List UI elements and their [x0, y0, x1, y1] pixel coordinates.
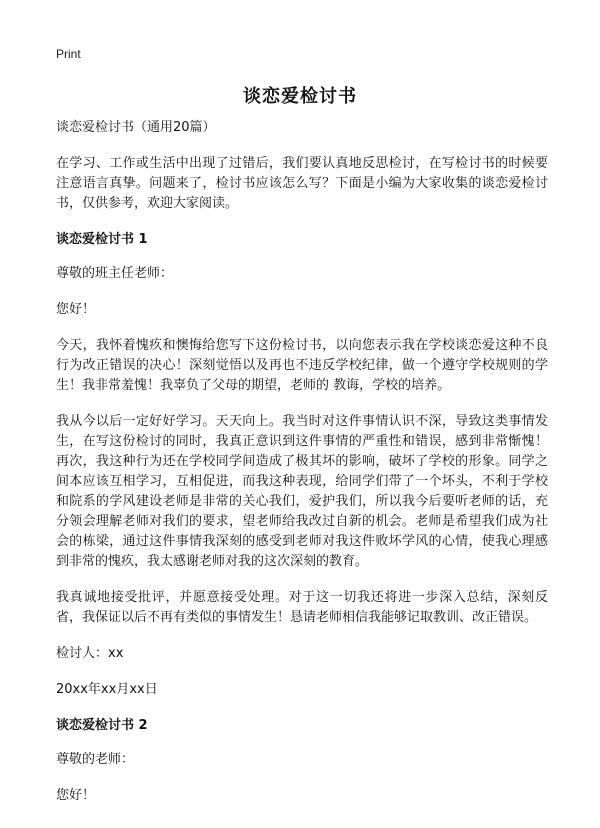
section-2-greeting: 您好！ [56, 788, 96, 803]
section-1-paragraph-2: 我从今以后一定好好学习。天天向上。我当时对这件事情认识不深，导致这类事情发生，在写这份检讨的同时，我真正意识到这件事情的严重性和错误，感到非常惭愧！再次，我这种行为还在学校同学间造成了极其坏的影响，破坏了学校的形象。同学之间本应该互相学习，互相促进，而我这种表现，给同学们带了一个坏头，不利于学校和院系的学风建设老师是非常的关心我们，爱护我们，所以我今后要听老师的话，充分领会理解老师对我们的要求，望老师给我改过自新的机会。老师是希望我们成为社会的栋梁，通过这件事情我深刻的感受到老师对我这件败坏学风的心情，使我心理感到非常的愧疚，我太感谢老师对我的这次深刻的教育。 [56, 414, 548, 569]
section-1-heading: 谈恋爱检讨书 1 [56, 232, 148, 247]
section-1-signature: 检讨人：xx [56, 646, 124, 661]
section-2-salutation: 尊敬的老师： [56, 752, 135, 767]
intro-subtitle: 谈恋爱检讨书（通用20篇） [56, 120, 216, 135]
section-1-paragraph-3: 我真诚地接受批评，并愿意接受处理。对于这一切我还将进一步深入总结，深刻反省，我保证以后不再有类似的事情发生！恳请老师相信我能够记取教训、改正错误。 [56, 590, 548, 625]
print-label[interactable]: Print [56, 47, 81, 61]
section-1-greeting: 您好！ [56, 302, 96, 317]
section-2-heading: 谈恋爱检讨书 2 [56, 718, 148, 733]
document-body [56, 118, 548, 822]
intro-paragraph: 在学习、工作或生活中出现了过错后，我们要认真地反思检讨，在写检讨书的时候要注意语言真挚。问题来了，检讨书应该怎么写？下面是小编为大家收集的谈恋爱检讨书，仅供参考，欢迎大家阅读。 [56, 156, 548, 211]
document-title: 谈恋爱检讨书 [243, 86, 357, 107]
section-1-date: 20xx年xx月xx日 [56, 682, 158, 697]
section-1-paragraph-1: 今天，我怀着愧疚和懊悔给您写下这份检讨书，以向您表示我在学校谈恋爱这种不良行为改正错误的决心！深刻觉悟以及再也不违反学校纪律，做一个遵守学校规则的学生！我非常羞愧！我辜负了父母的期望，老师的 教诲，学校的培养。 [56, 338, 548, 393]
section-1-salutation: 尊敬的班主任老师： [56, 266, 174, 281]
